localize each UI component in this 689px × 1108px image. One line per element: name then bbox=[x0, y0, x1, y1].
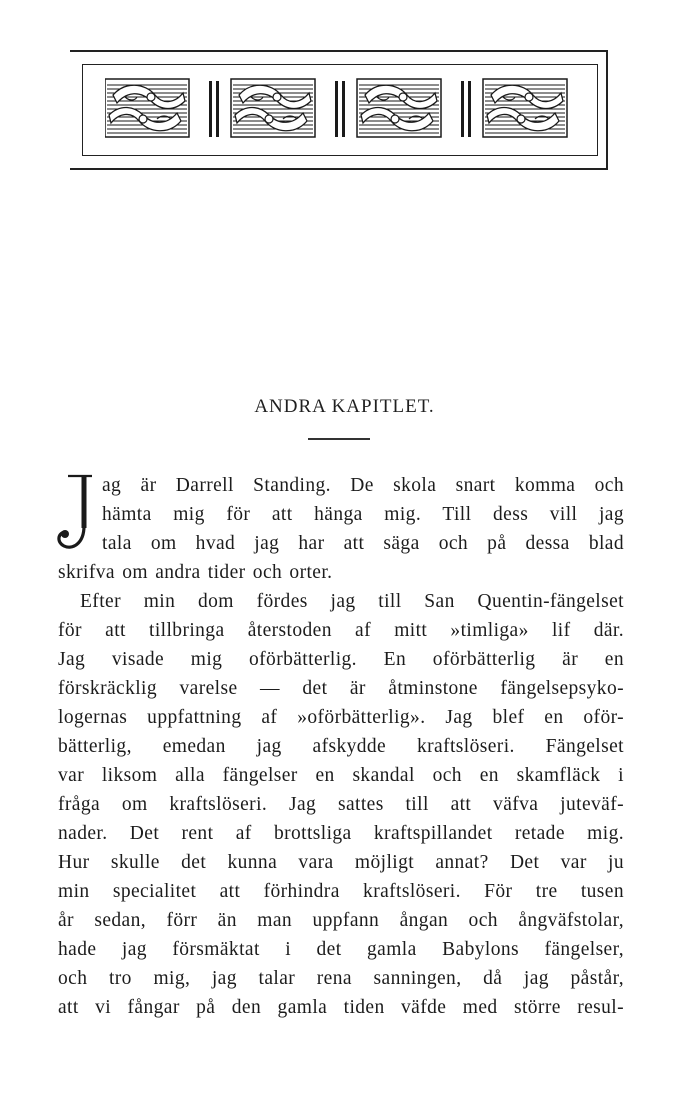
opening-lines bbox=[58, 471, 624, 558]
title-rule bbox=[308, 438, 370, 440]
text-line: nader. Det rent af brottsliga kraftspillandet retade mig. bbox=[58, 823, 624, 844]
text-line: skrifva om andra tider och orter. bbox=[58, 562, 333, 583]
text-line: var liksom alla fängelser en skandal och en skamfläck i bbox=[58, 765, 624, 786]
body-text bbox=[58, 558, 624, 1022]
text-line: för att tillbringa återstoden af mitt »timliga» lif där. bbox=[58, 620, 624, 641]
text-line: ag är Darrell Standing. De skola snart komma och bbox=[102, 475, 624, 496]
ornament-band-graphic bbox=[105, 75, 575, 145]
chapter-title: ANDRA KAPITLET. bbox=[254, 396, 435, 417]
text-line: Jag visade mig oförbätterlig. En oförbätterlig är en bbox=[58, 649, 624, 670]
ornamental-header bbox=[70, 50, 608, 170]
text-line: tala om hvad jag har att säga och på dessa blad bbox=[102, 533, 624, 554]
text-line: min specialitet att förhindra kraftslöseri. För tre tusen bbox=[58, 881, 624, 902]
text-line: hade jag försmäktat i det gamla Babylons fängelser, bbox=[58, 939, 624, 960]
text-line: år sedan, förr än man uppfann ångan och ångväfstolar, bbox=[58, 910, 624, 931]
text-line: förskräcklig varelse — det är åtminstone fängelsepsyko- bbox=[58, 678, 624, 699]
text-line: och tro mig, jag talar rena sanningen, då jag påstår, bbox=[58, 968, 624, 989]
text-line: fråga om kraftslöseri. Jag sattes till att väfva juteväf- bbox=[58, 794, 624, 815]
text-line: Hur skulle det kunna vara möjligt annat? Det var ju bbox=[58, 852, 624, 873]
ornament-band bbox=[105, 75, 575, 145]
text-line: logernas uppfattning af »oförbätterlig». Jag blef en oför- bbox=[58, 707, 624, 728]
text-line: att vi fångar på den gamla tiden väfde med större resul- bbox=[58, 997, 624, 1018]
text-line: bätterlig, emedan jag afskydde kraftslöseri. Fängelset bbox=[58, 736, 624, 757]
ornament-inner-frame bbox=[82, 64, 598, 156]
text-line: hämta mig för att hänga mig. Till dess vill jag bbox=[102, 504, 624, 525]
text-line: Efter min dom fördes jag till San Quentin-fängelset bbox=[80, 591, 624, 612]
